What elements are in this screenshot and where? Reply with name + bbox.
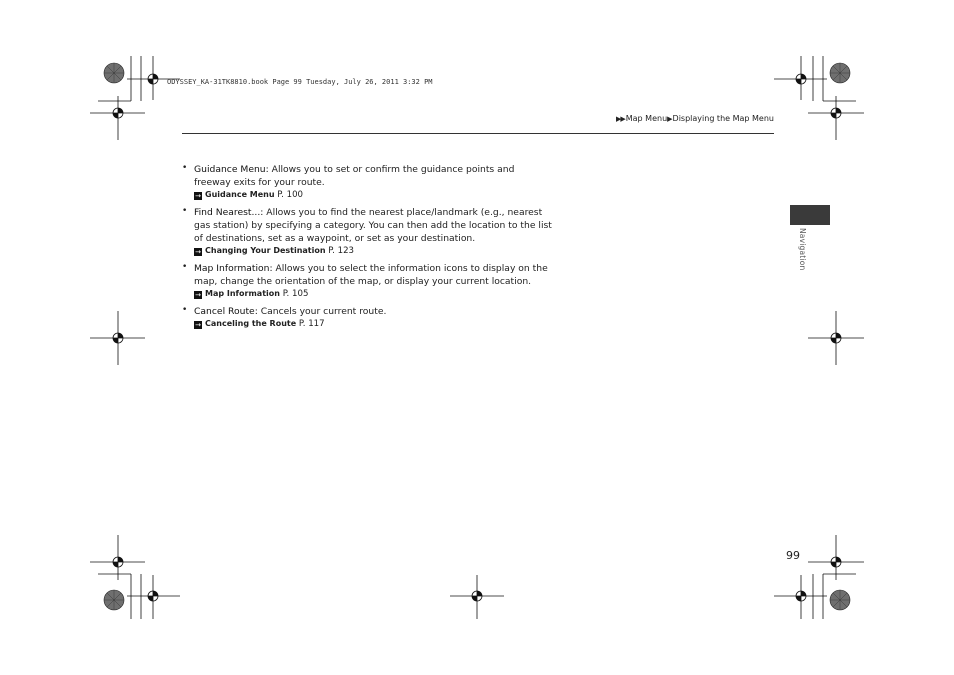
bullet-icon: • [182,262,188,272]
item-description [194,262,554,288]
print-info-line: ODYSSEY_KA-31TK8810.book Page 99 Tuesday, July 26, 2011 3:32 PM [167,78,433,86]
item-description [194,305,554,318]
section-tab-label: Navigation [798,228,807,271]
reference-page[interactable]: P. 117 [296,319,325,329]
reference-page[interactable]: P. 123 [325,246,355,256]
cross-reference[interactable] [194,288,554,300]
section-tab-marker [790,205,830,225]
menu-item-list [182,163,554,335]
reference-arrow-icon: → [195,192,201,200]
list-item [182,206,554,257]
item-term: Find Nearest...: [194,207,264,218]
cross-reference[interactable] [194,189,554,201]
list-item [182,163,554,201]
breadcrumb-level-1[interactable]: Map Menu [625,114,668,123]
reference-title[interactable]: Canceling the Route [205,319,297,328]
breadcrumb-arrows-icon: ▶▶ [615,115,625,123]
breadcrumb [616,114,774,123]
item-description [194,206,554,245]
item-text: Allows you to select the information icons to display on the map, change the orientation of the map, or display your current location. [194,263,548,287]
list-item [182,305,554,330]
item-text: Allows you to find the nearest place/landmark (e.g., nearest gas station) by specifying a category. You can then add the location to the list of destinations, set as a waypoint, or set as your destination. [194,207,552,244]
bullet-icon: • [182,206,188,216]
bullet-icon: • [182,163,188,173]
item-text: Allows you to set or confirm the guidance points and freeway exits for your route. [194,164,515,188]
list-item [182,262,554,300]
item-term: Map Information: [194,263,273,274]
bullet-icon: • [182,305,188,315]
reference-title[interactable]: Map Information [205,289,280,298]
item-description [194,163,554,189]
reference-arrow-icon: → [195,291,201,299]
cross-reference[interactable] [194,318,554,330]
breadcrumb-level-2: Displaying the Map Menu [672,114,774,123]
reference-arrow-icon: → [195,248,201,256]
reference-page[interactable]: P. 105 [279,289,309,299]
header-rule [182,133,774,134]
item-term: Cancel Route: [194,306,258,317]
item-text: Cancels your current route. [257,306,387,317]
reference-title[interactable]: Guidance Menu [205,190,275,199]
item-term: Guidance Menu: [194,164,269,175]
cross-reference[interactable] [194,245,554,257]
reference-title[interactable]: Changing Your Destination [205,246,326,255]
reference-arrow-icon: → [195,321,201,329]
breadcrumb-separator-icon: ▶ [667,115,672,123]
reference-page[interactable]: P. 100 [274,190,304,200]
page-number: 99 [786,549,800,562]
